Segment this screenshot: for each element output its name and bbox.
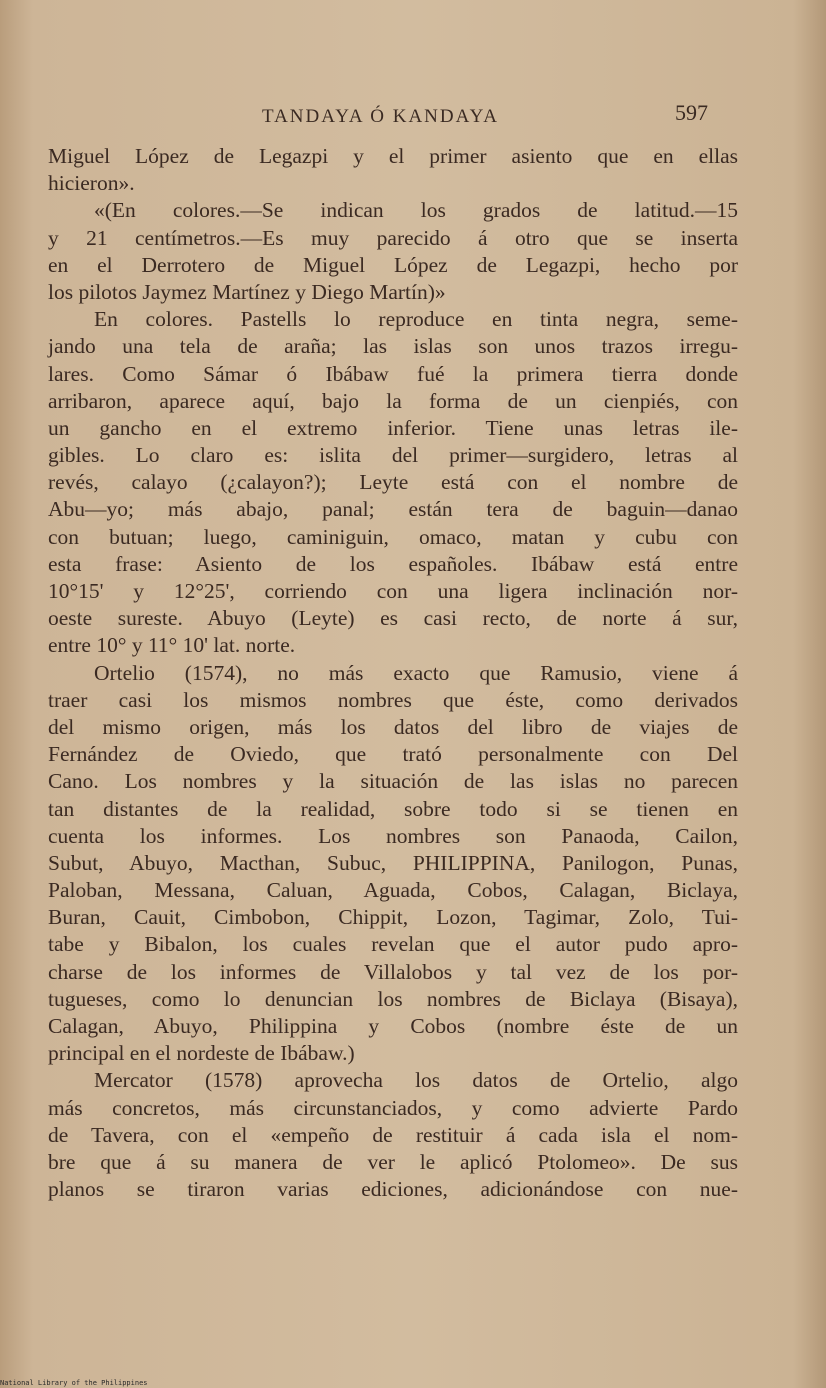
text-line: con butuan; luego, caminiguin, omaco, matan y cubu con (48, 524, 738, 549)
text-line: de Tavera, con el «empeño de restituir á cada isla el nom- (48, 1122, 738, 1147)
text-line: un gancho en el extremo inferior. Tiene unas letras ile- (48, 415, 738, 440)
text-line: tugueses, como lo denuncian los nombres de Biclaya (Bisaya), (48, 986, 738, 1011)
running-title: TANDAYA Ó KANDAYA (262, 106, 499, 127)
text-line: Fernández de Oviedo, que trató personalmente con Del (48, 742, 738, 767)
page-number: 597 (675, 100, 708, 125)
text-line: Paloban, Messana, Caluan, Aguada, Cobos, Calagan, Biclaya, (48, 878, 738, 903)
text-line: Mercator (1578) aprovecha los datos de Ortelio, algo (94, 1068, 738, 1093)
text-line: tan distantes de la realidad, sobre todo si se tienen en (48, 796, 738, 821)
text-line: Calagan, Abuyo, Philippina y Cobos (nombre éste de un (48, 1014, 738, 1038)
text-line: los pilotos Jaymez Martínez y Diego Martín)» (48, 279, 446, 304)
text-line: lares. Como Sámar ó Ibábaw fué la primera tierra donde (48, 361, 738, 386)
text-line: cuenta los informes. Los nombres son Panaoda, Cailon, (48, 823, 738, 848)
library-credit: National Library of the Philippines (0, 1379, 148, 1387)
text-line: en el Derrotero de Miguel López de Legazpi, hecho por (48, 252, 738, 277)
text-line: arribaron, aparece aquí, bajo la forma de un cienpiés, con (48, 388, 738, 413)
text-line: tabe y Bibalon, los cuales revelan que el autor pudo apro- (48, 932, 738, 957)
text-line: Ortelio (1574), no más exacto que Ramusio, viene á (94, 660, 738, 685)
text-line: 10°15' y 12°25', corriendo con una ligera inclinación nor- (48, 579, 738, 603)
text-line: del mismo origen, más los datos del libro de viajes de (48, 714, 738, 739)
text-line: bre que á su manera de ver le aplicó Ptolomeo». De sus (48, 1149, 738, 1174)
page-header (0, 100, 826, 134)
text-line: revés, calayo (¿calayon?); Leyte está con el nombre de (48, 470, 738, 495)
text-line: entre 10° y 11° 10' lat. norte. (48, 633, 296, 658)
text-line: hicieron». (48, 171, 135, 196)
text-line: «(En colores.—Se indican los grados de latitud.—15 (94, 198, 738, 223)
text-line: jando una tela de araña; las islas son unos trazos irregu- (48, 334, 738, 359)
text-line: Cano. Los nombres y la situación de las islas no parecen (48, 769, 738, 794)
text-line: gibles. Lo claro es: islita del primer—surgidero, letras al (48, 443, 738, 468)
text-line: esta frase: Asiento de los españoles. Ibábaw está entre (48, 551, 738, 576)
text-line: y 21 centímetros.—Es muy parecido á otro que se inserta (48, 225, 738, 250)
text-line: principal en el nordeste de Ibábaw.) (48, 1041, 355, 1066)
text-line: planos se tiraron varias ediciones, adicionándose con nue- (48, 1177, 738, 1202)
text-line: charse de los informes de Villalobos y tal vez de los por- (48, 959, 738, 984)
text-line: Miguel López de Legazpi y el primer asiento que en ellas (48, 144, 738, 168)
text-line: Subut, Abuyo, Macthan, Subuc, PHILIPPINA, Panilogon, Punas, (48, 850, 738, 875)
text-line: En colores. Pastells lo reproduce en tinta negra, seme- (94, 307, 738, 332)
text-line: traer casi los mismos nombres que éste, como derivados (48, 687, 738, 712)
text-line: más concretos, más circunstanciados, y como advierte Pardo (48, 1095, 738, 1120)
text-line: Abu—yo; más abajo, panal; están tera de baguin—danao (48, 497, 738, 522)
text-line: oeste sureste. Abuyo (Leyte) es casi recto, de norte á sur, (48, 606, 738, 631)
text-line: Buran, Cauit, Cimbobon, Chippit, Lozon, Tagimar, Zolo, Tui- (48, 905, 738, 930)
body-text (48, 143, 738, 1203)
